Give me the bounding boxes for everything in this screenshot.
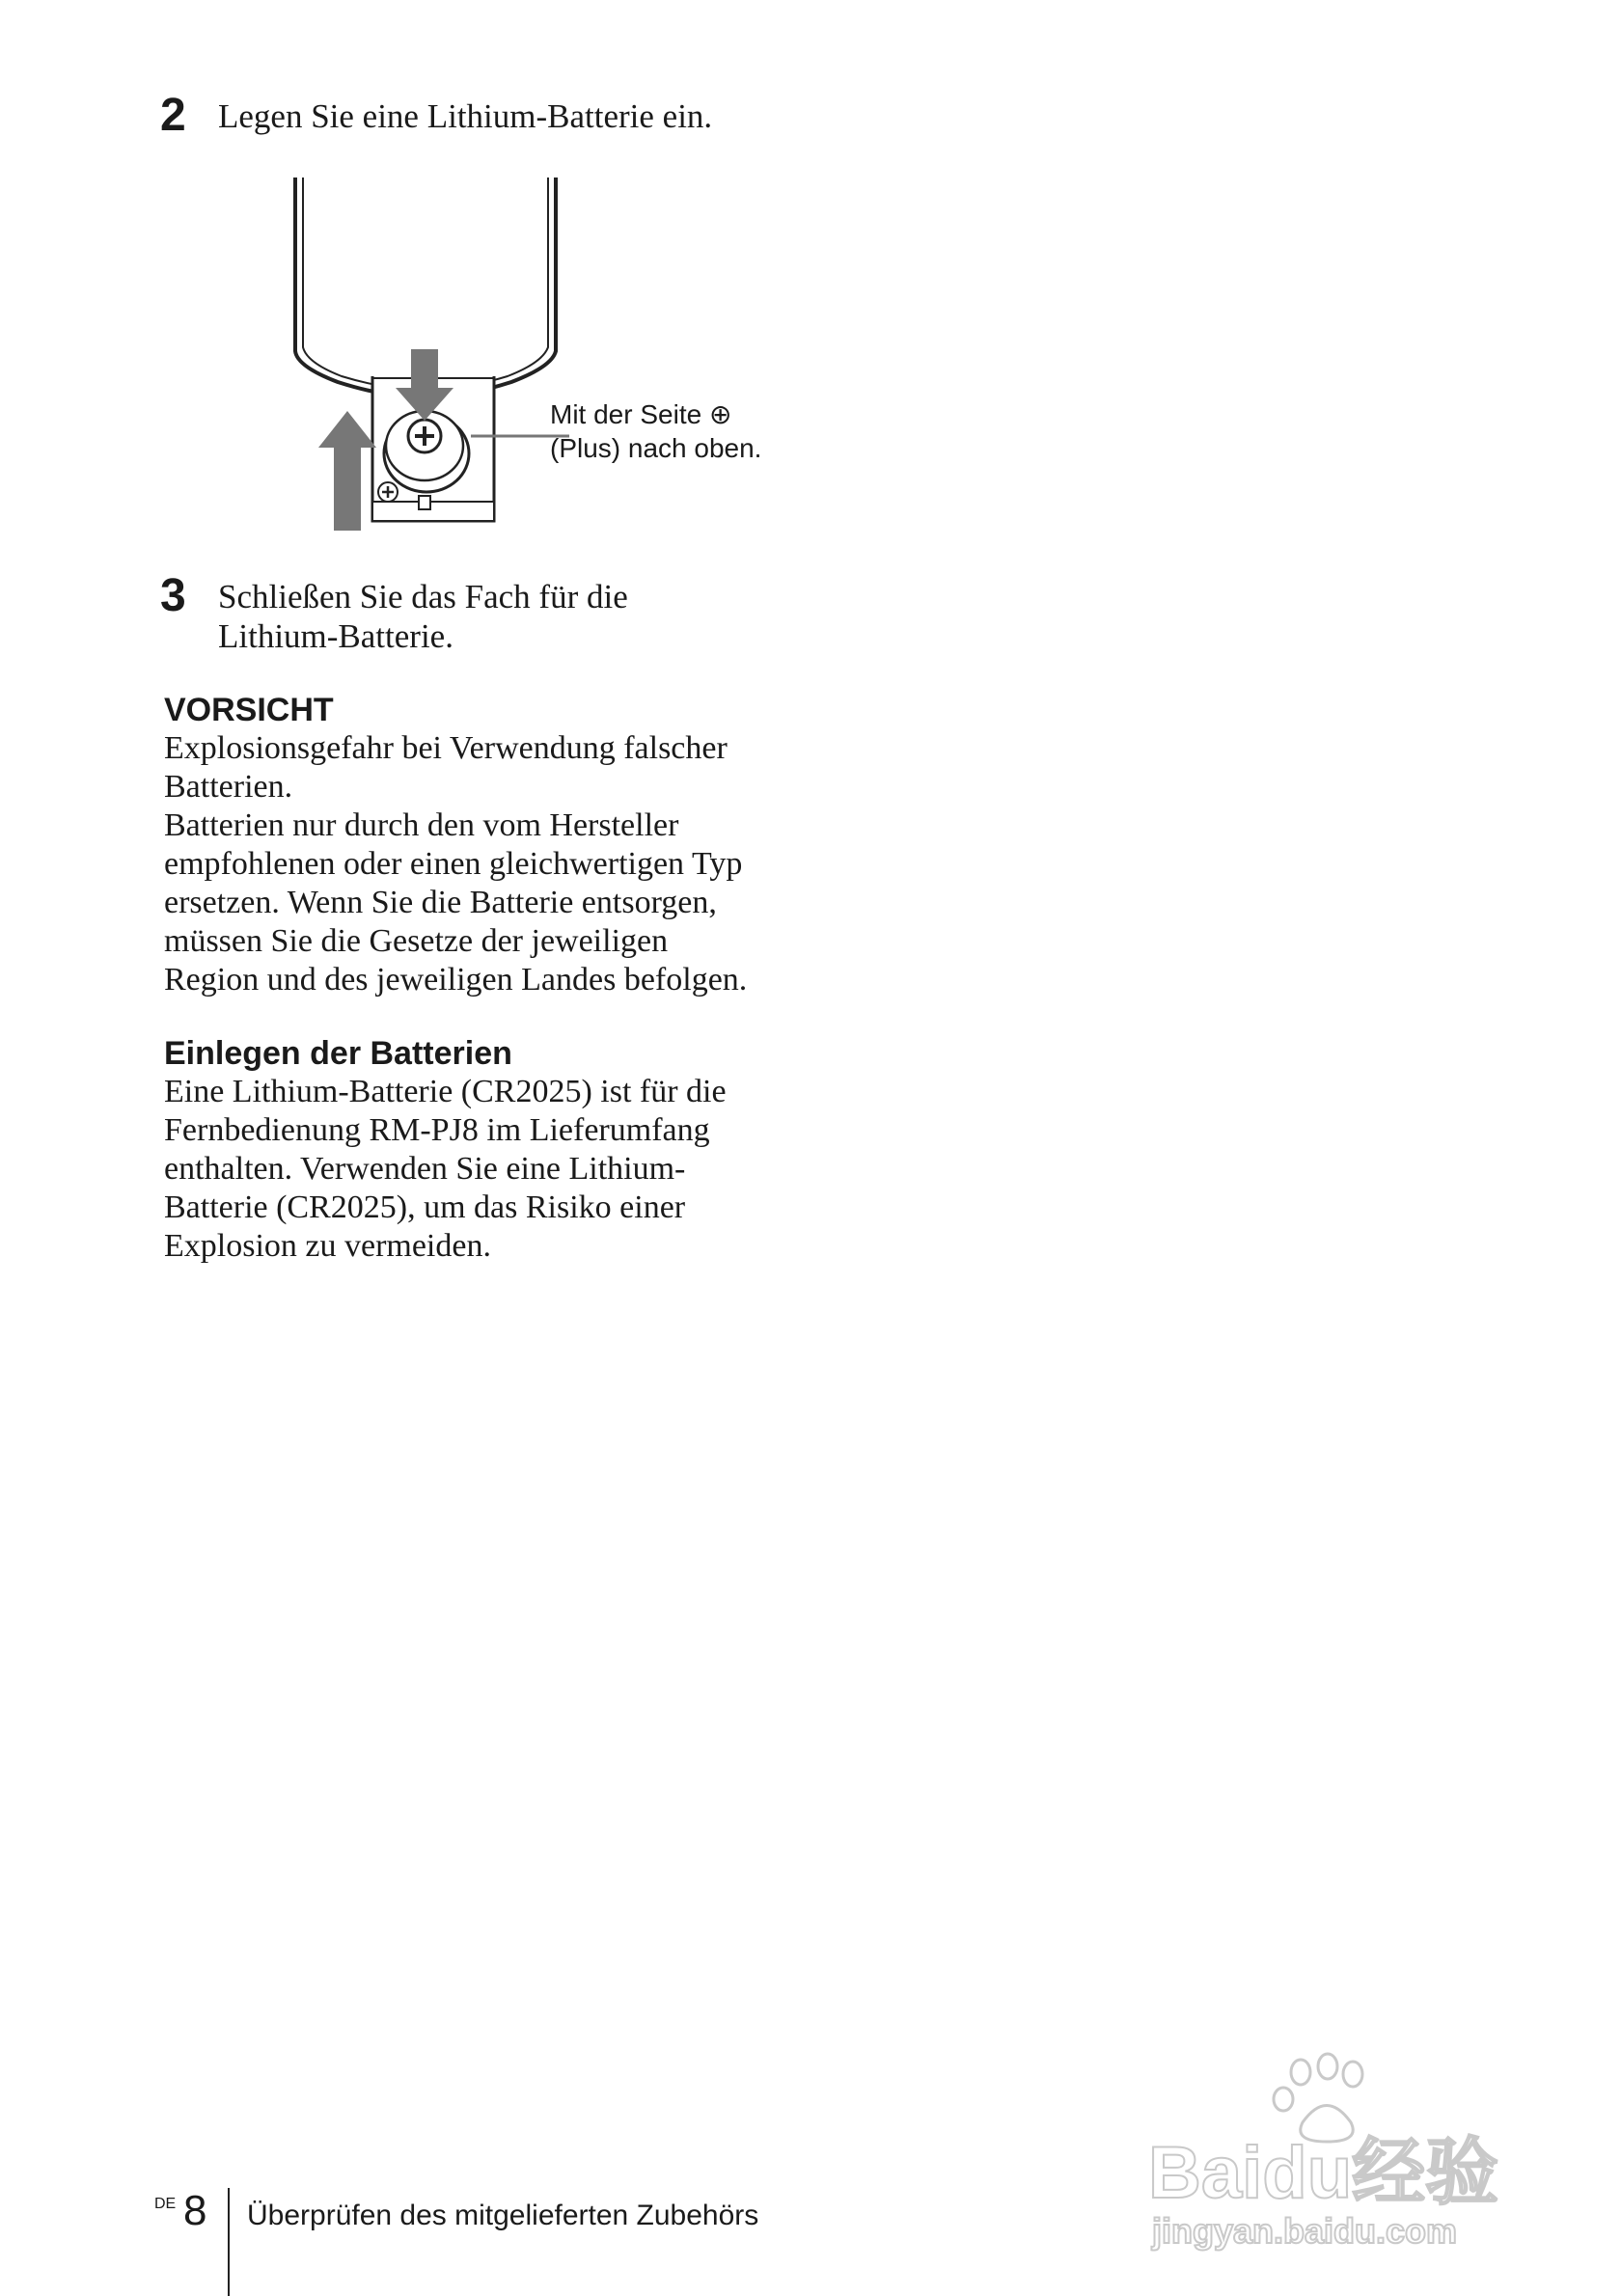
step-number: 2 <box>160 90 186 141</box>
baidu-watermark <box>1148 2045 1534 2262</box>
caution-text <box>164 729 801 999</box>
figure-callout <box>550 397 761 465</box>
language-code: DE <box>154 2196 177 2212</box>
battery-insertion-illustration <box>280 174 569 545</box>
step-text-line: Lithium-Batterie. <box>218 617 453 655</box>
text-line: Eine Lithium-Batterie (CR2025) ist für die <box>164 1074 727 1109</box>
watermark-line: jingyan.baidu.com <box>1152 2211 1458 2251</box>
step-text <box>218 577 913 656</box>
remote-battery-drawing <box>280 174 569 540</box>
step-text-line: Schließen Sie das Fach für die <box>218 578 628 615</box>
text-line: müssen Sie die Gesetze der jeweiligen <box>164 923 669 959</box>
text-line: Batterien. <box>164 769 293 805</box>
text-line: Batterie (CR2025), um das Risiko einer <box>164 1189 686 1225</box>
insert-text <box>164 1073 801 1266</box>
caution-section <box>164 691 801 999</box>
step-number: 3 <box>160 570 186 621</box>
text-line: Fernbedienung RM-PJ8 im Lieferumfang <box>164 1112 710 1148</box>
caution-heading: VORSICHT <box>164 692 334 728</box>
page-number: 8 <box>183 2187 207 2234</box>
step-text: Legen Sie eine Lithium-Batterie ein. <box>218 97 713 135</box>
text-line: Region und des jeweiligen Landes befolgen. <box>164 962 748 998</box>
text-line: ersetzen. Wenn Sie die Batterie entsorgen, <box>164 885 717 920</box>
text-line: empfohlenen oder einen gleichwertigen Typ <box>164 846 743 882</box>
insert-heading: Einlegen der Batterien <box>164 1035 512 1072</box>
callout-line: (Plus) nach oben. <box>550 433 762 463</box>
paw-icon <box>1274 2054 1362 2142</box>
text-line: Explosionsgefahr bei Verwendung falscher <box>164 730 728 766</box>
callout-line: Mit der Seite ⊕ <box>550 399 732 429</box>
watermark-logo <box>1148 2045 1534 2257</box>
text-line: enthalten. Verwenden Sie eine Lithium- <box>164 1151 686 1187</box>
text-line: Explosion zu vermeiden. <box>164 1228 491 1264</box>
footer-divider <box>228 2188 230 2296</box>
watermark-line: Baidu经验 <box>1148 2132 1499 2214</box>
insert-batteries-section <box>164 1034 801 1266</box>
footer-section-title: Überprüfen des mitgelieferten Zubehörs <box>247 2200 759 2231</box>
text-line: Batterien nur durch den vom Hersteller <box>164 807 679 843</box>
